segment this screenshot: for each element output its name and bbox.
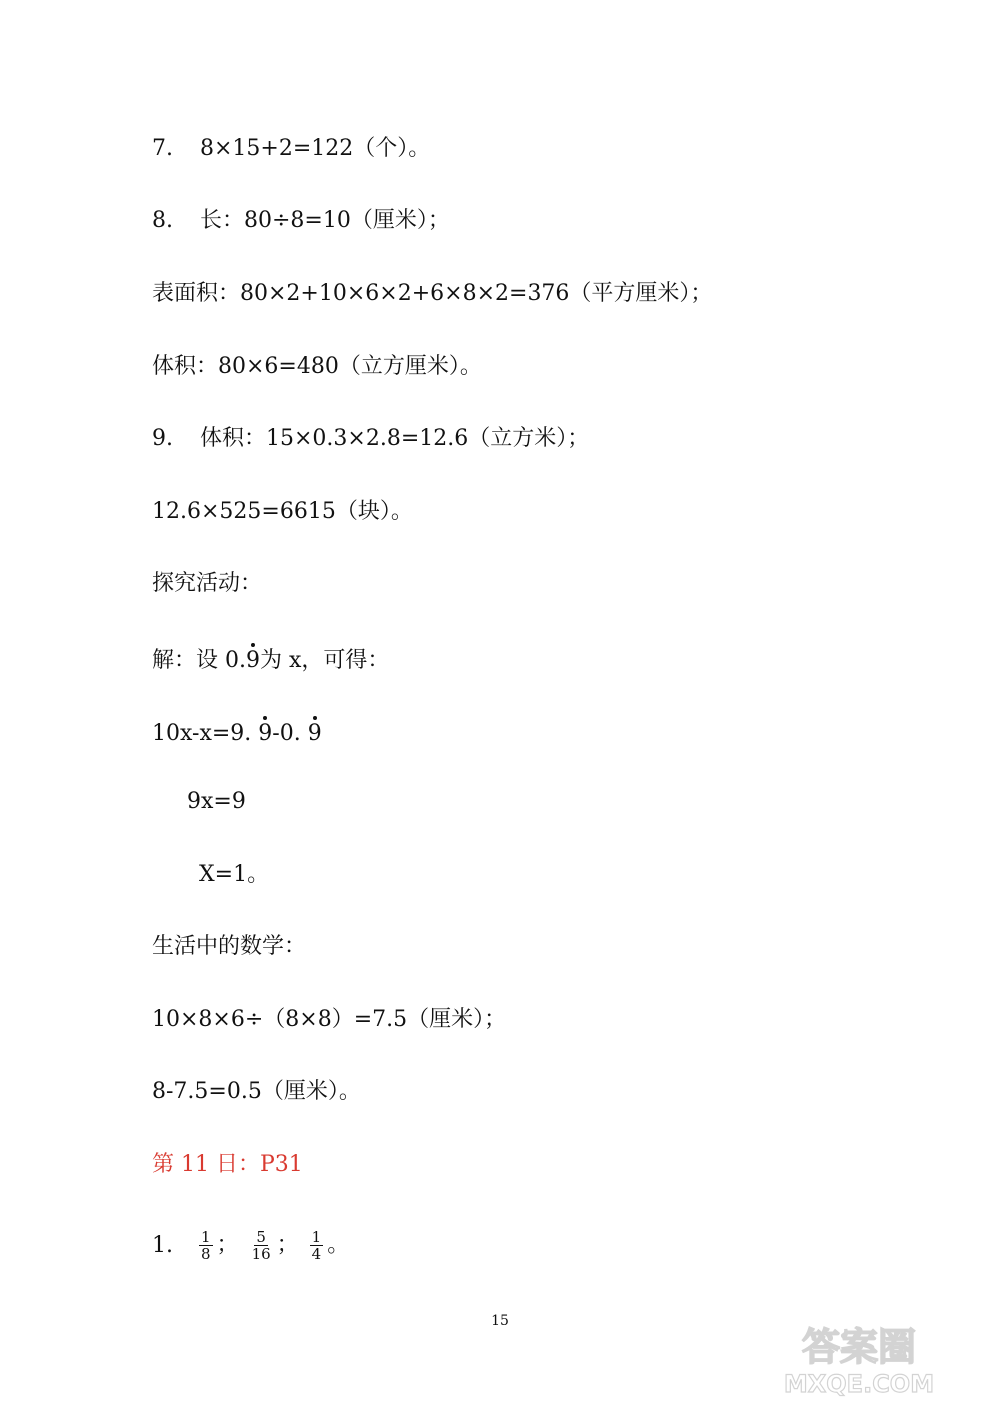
answer-line-1	[152, 1229, 349, 1262]
fraction-denominator: 8	[201, 1245, 211, 1263]
item-number: 1.	[152, 1232, 173, 1258]
item-number: 8.	[152, 208, 173, 233]
fraction-numerator: 1	[311, 1228, 322, 1246]
fraction-numerator: 5	[256, 1228, 266, 1246]
explore-text-pre: 解：设 0.	[152, 648, 246, 673]
explore-line-3: 9x=9	[187, 789, 246, 814]
page-number: 15	[491, 1313, 509, 1329]
fraction-3	[310, 1229, 324, 1262]
watermark-logo	[737, 1318, 982, 1398]
watermark-site-text: MXQE.COM	[783, 1370, 935, 1398]
item-number: 9.	[152, 426, 173, 451]
answer-line-7	[152, 134, 430, 164]
watermark-logo-text: 答案圈	[801, 1325, 917, 1369]
repeating-digit: 9	[308, 719, 322, 749]
line-end: 。	[327, 1232, 350, 1258]
item-text: 8×15+2=122（个）。	[200, 136, 431, 161]
day-heading: 第 11 日：P31	[152, 1152, 303, 1177]
volume-line: 体积：80×6=480（立方厘米）。	[152, 354, 482, 379]
life-math-heading: 生活中的数学：	[152, 934, 307, 959]
brick-count-line: 12.6×525=6615（块）。	[152, 499, 413, 524]
life-math-line-2: 8-7.5=0.5（厘米）。	[152, 1079, 361, 1104]
fraction-denominator: 4	[311, 1245, 322, 1263]
explore-line-2	[152, 719, 322, 749]
equation-pre: 10x-x=9.	[152, 721, 252, 746]
item-text: 长：80÷8=10（厘米）；	[200, 208, 450, 233]
surface-area-line: 表面积：80×2+10×6×2+6×8×2=376（平方厘米）；	[152, 281, 713, 306]
explore-line-1	[152, 646, 389, 676]
explore-heading: 探究活动：	[152, 571, 263, 596]
item-text: 体积：15×0.3×2.8=12.6（立方米）；	[200, 426, 590, 451]
equation-mid: -0.	[272, 721, 301, 746]
item-number: 7.	[152, 136, 173, 161]
fraction-denominator: 16	[251, 1245, 271, 1263]
repeating-digit: 9	[258, 719, 272, 749]
life-math-line-1: 10×8×6÷（8×8）=7.5（厘米）；	[152, 1007, 507, 1032]
repeating-digit: 9	[246, 646, 260, 676]
explore-text-post: 为 x，可得：	[259, 648, 390, 673]
separator: ；	[276, 1232, 299, 1258]
fraction-numerator: 1	[201, 1228, 211, 1246]
answer-line-8	[152, 206, 450, 236]
answer-line-9	[152, 424, 589, 454]
separator: ；	[216, 1232, 239, 1258]
explore-line-4: X=1。	[199, 862, 270, 887]
fraction-1	[199, 1229, 213, 1262]
fraction-2	[250, 1229, 273, 1262]
